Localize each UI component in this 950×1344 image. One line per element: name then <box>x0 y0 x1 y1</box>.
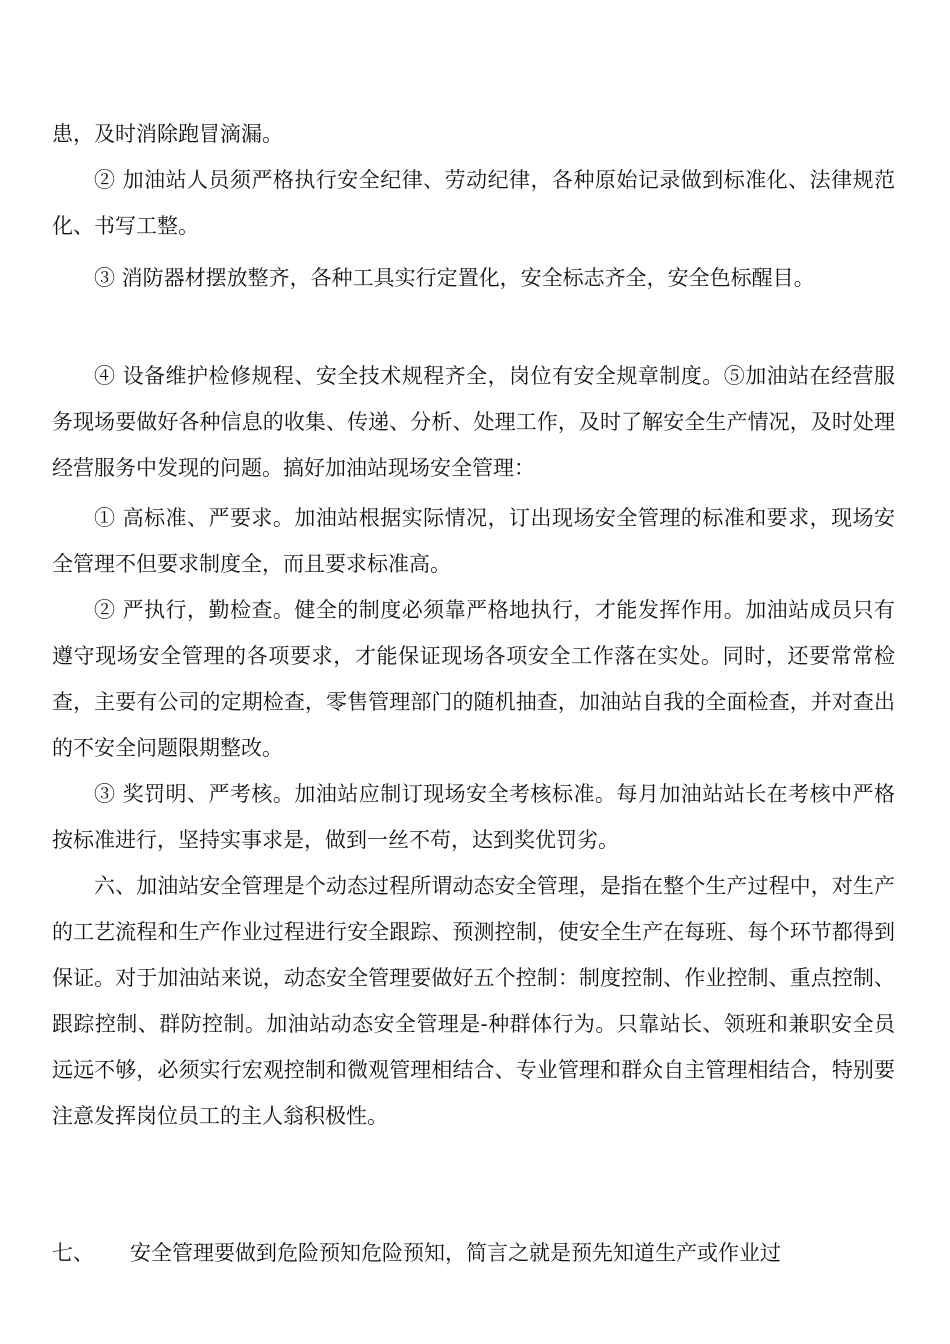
paragraph-assessment <box>52 771 895 863</box>
section-7-line <box>0 1230 947 1276</box>
paragraph-section-6 <box>52 863 895 1139</box>
paragraph-item-2 <box>52 157 895 249</box>
section-number: 七、 <box>52 1241 94 1265</box>
paragraph-item-4 <box>52 353 895 491</box>
paragraph-text: ④ 设备维护检修规程、安全技术规程齐全，岗位有安全规章制度。⑤加油站在经营服务现场要做好各种信息的收集、传递、分析、处理工作，及时了解安全生产情况，及时处理经营服务中发现的问题。搞好加油站现场安全管理： <box>52 364 895 480</box>
paragraph-standard <box>52 495 895 587</box>
paragraph-text: ② 加油站人员须严格执行安全纪律、劳动纪律，各种原始记录做到标准化、法律规范化、书写工整。 <box>52 168 895 238</box>
paragraph-section-7 <box>52 1230 895 1276</box>
paragraph-text: ② 严执行，勤检查。健全的制度必须靠严格地执行，才能发挥作用。加油站成员只有遵守现场安全管理的各项要求，才能保证现场各项安全工作落在实处。同时，还要常常检查，主要有公司的定期检查，零售管理部门的随机抽查，加油站自我的全面检查，并对查出的不安全问题限期整改。 <box>52 598 895 760</box>
paragraph-continuation <box>52 111 895 157</box>
section-text: 安全管理要做到危险预知危险预知，简言之就是预先知道生产或作业过 <box>130 1241 781 1265</box>
paragraph-text: 患，及时消除跑冒滴漏。 <box>52 122 283 146</box>
paragraph-inspection <box>52 587 895 771</box>
paragraph-text: ③ 消防器材摆放整齐，各种工具实行定置化，安全标志齐全，安全色标醒目。 <box>94 266 815 290</box>
paragraph-text: 六、加油站安全管理是个动态过程所谓动态安全管理，是指在整个生产过程中，对生产的工艺流程和生产作业过程进行安全跟踪、预测控制，使安全生产在每班、每个环节都得到保证。对于加油站来说，动态安全管理要做好五个控制：制度控制、作业控制、重点控制、跟踪控制、群防控制。加油站动态安全管理是-种群体行为。只靠站长、领班和兼职安全员远远不够，必须实行宏观控制和微观管理相结合、专业管理和群众自主管理相结合，特别要注意发挥岗位员工的主人翁积极性。 <box>52 874 895 1128</box>
paragraph-item-3 <box>52 255 895 301</box>
paragraph-text: ③ 奖罚明、严考核。加油站应制订现场安全考核标准。每月加油站站长在考核中严格按标准进行，坚持实事求是，做到一丝不苟，达到奖优罚劣。 <box>52 782 895 852</box>
paragraph-text: ① 高标准、严要求。加油站根据实际情况，订出现场安全管理的标准和要求，现场安全管理不但要求制度全，而且要求标准高。 <box>52 506 895 576</box>
